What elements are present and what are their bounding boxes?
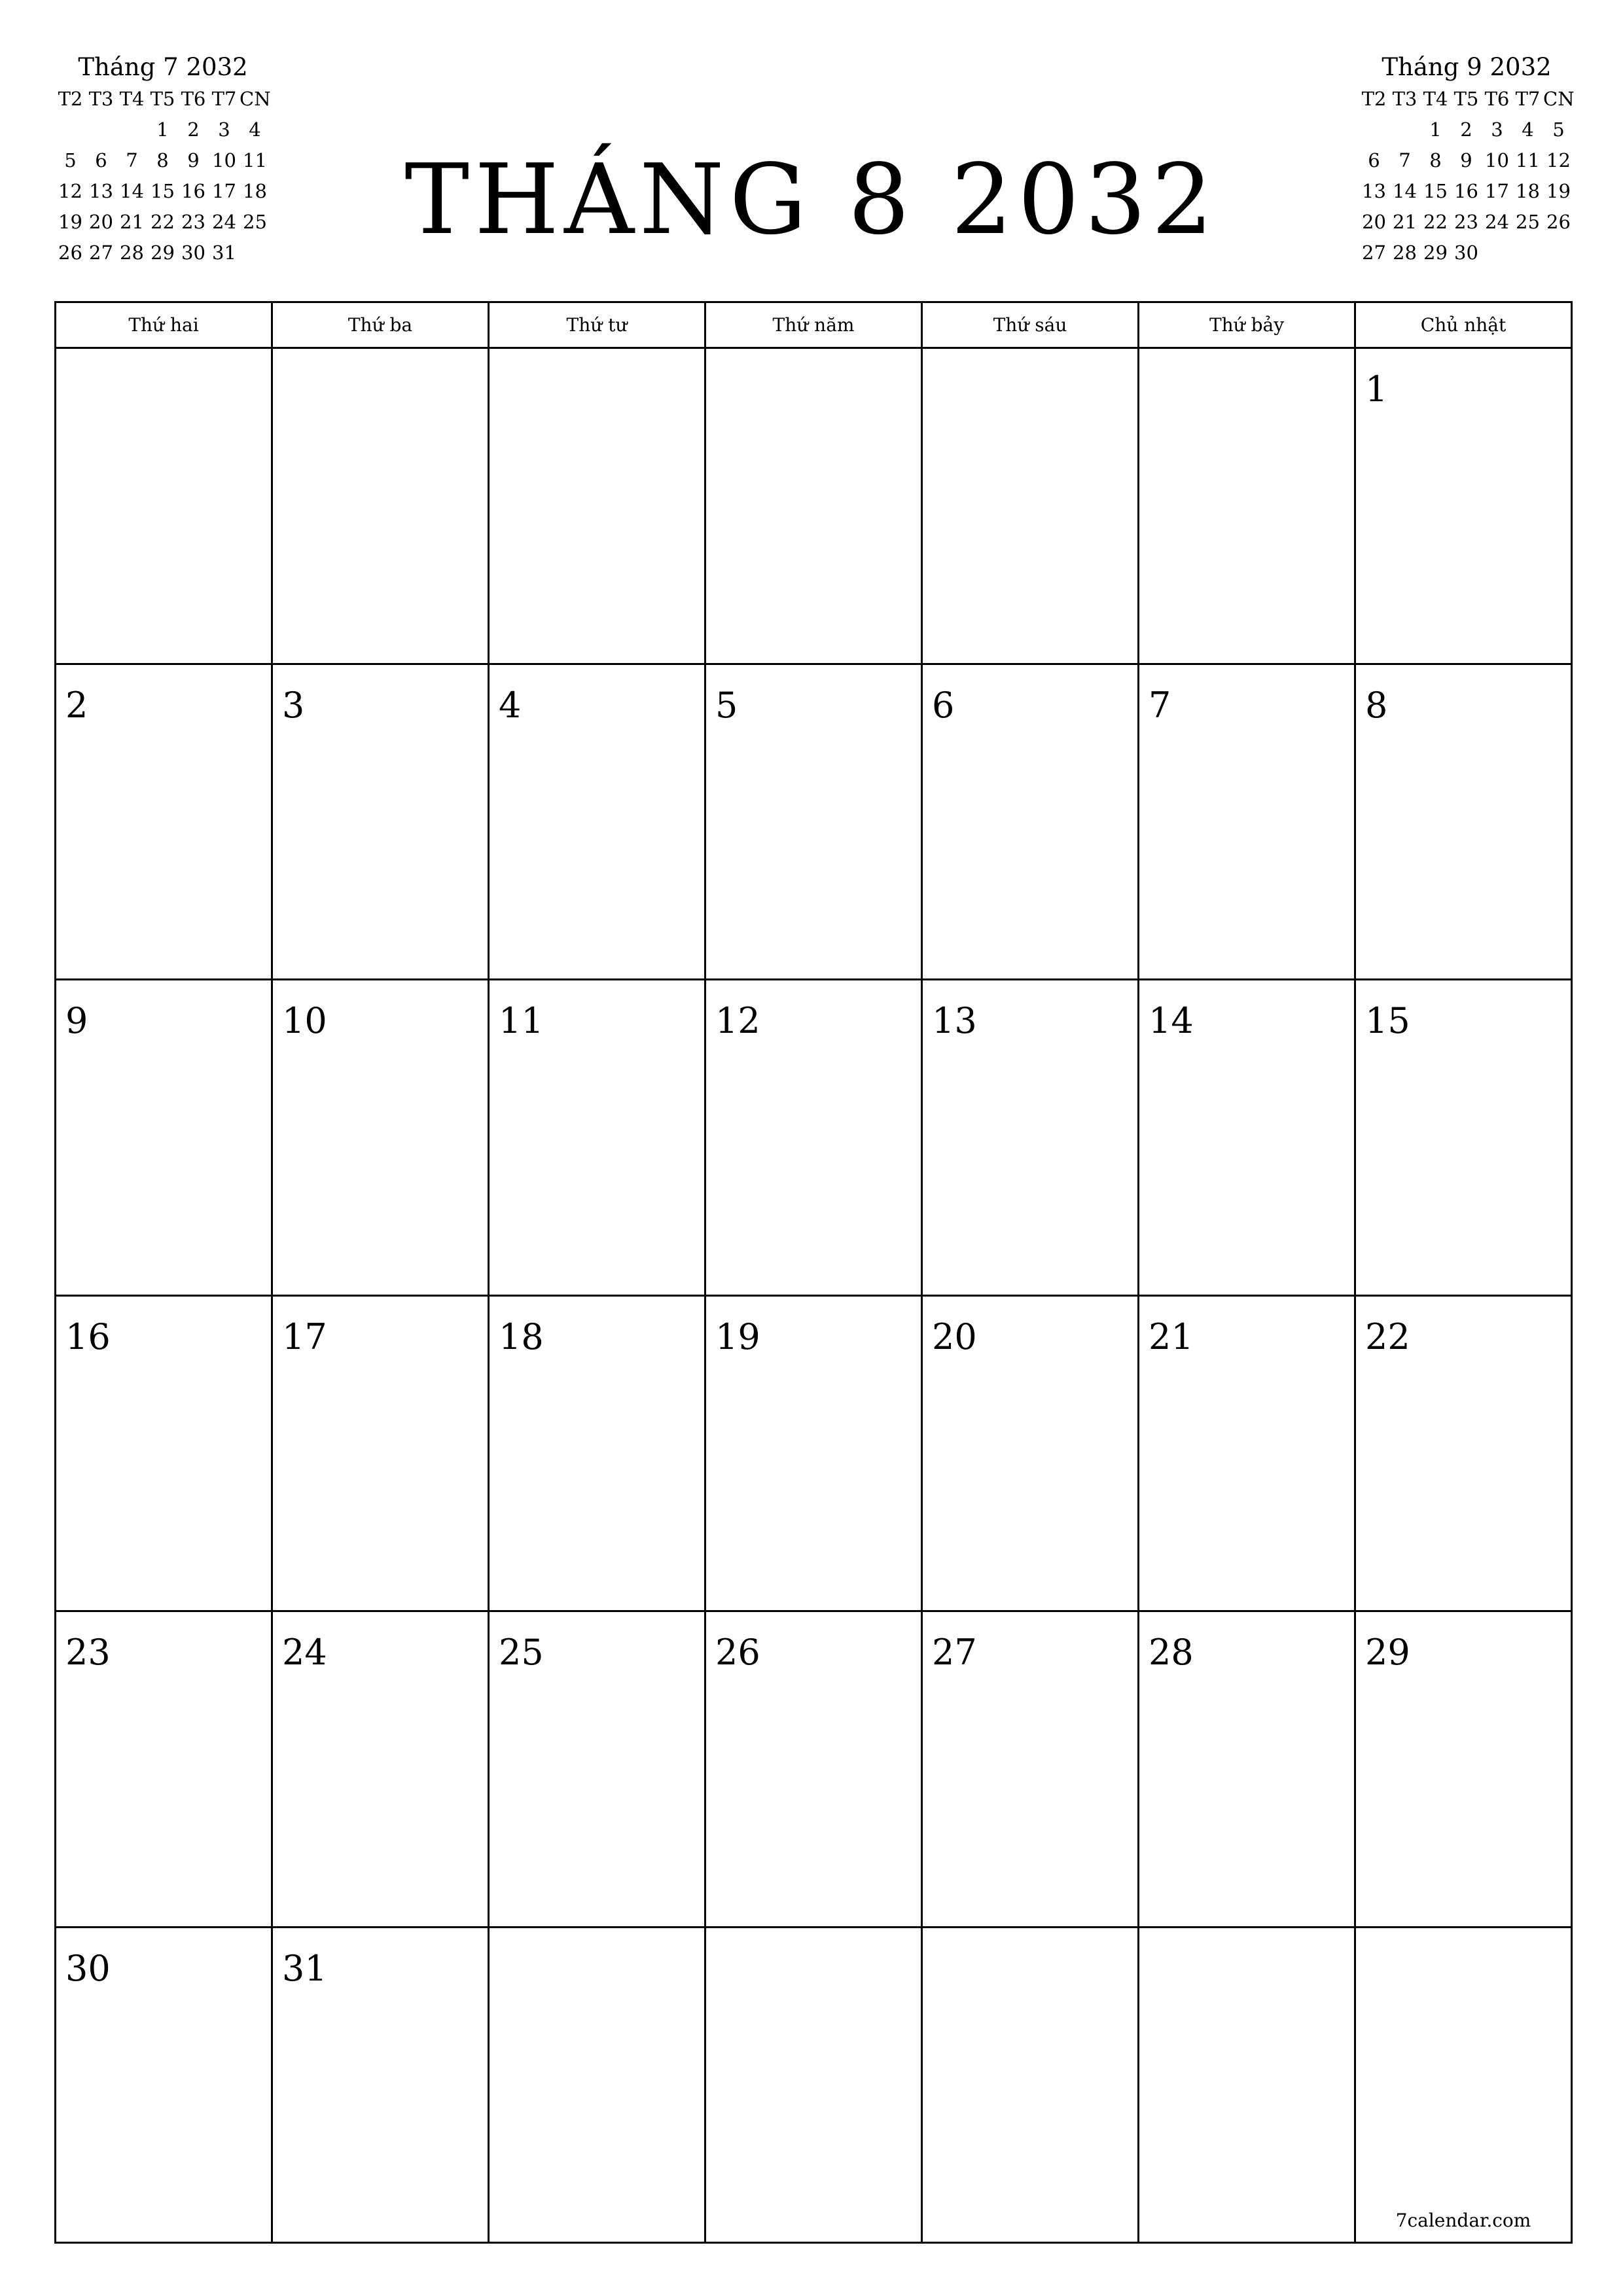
week-row [56, 1610, 1571, 1926]
day-cell [1137, 1928, 1354, 2242]
day-number: 2 [65, 684, 88, 726]
mini-day: 14 [120, 180, 144, 202]
mini-day: 28 [120, 242, 144, 264]
day-cell [56, 980, 271, 1295]
mini-day: 3 [1491, 118, 1503, 141]
mini-weekday: T5 [1454, 88, 1479, 110]
day-number: 25 [499, 1632, 544, 1673]
mini-day: 28 [1393, 242, 1417, 264]
day-cell [921, 1297, 1137, 1611]
day-cell [56, 1928, 271, 2242]
day-cell [488, 980, 704, 1295]
mini-day: 4 [1522, 118, 1534, 141]
mini-weekday: T7 [1515, 88, 1541, 110]
mini-day: 8 [1429, 149, 1442, 171]
day-cell [1137, 1612, 1354, 1926]
next-month-title: Tháng 9 2032 [1382, 53, 1552, 81]
day-number: 27 [932, 1632, 977, 1673]
day-number: 30 [65, 1947, 111, 1989]
next-month-mini-calendar [1359, 51, 1575, 268]
mini-day: 8 [156, 149, 169, 171]
day-cell [704, 665, 921, 979]
mini-day: 16 [181, 180, 205, 202]
mini-day: 7 [126, 149, 138, 171]
day-cell [1137, 980, 1354, 1295]
mini-day: 25 [1516, 211, 1540, 233]
day-cell [921, 1612, 1137, 1926]
mini-day: 19 [1546, 180, 1571, 202]
mini-weekday: T4 [119, 88, 145, 110]
mini-day: 29 [151, 242, 175, 264]
mini-day: 6 [1368, 149, 1380, 171]
mini-day [1512, 238, 1543, 268]
mini-day: 31 [212, 242, 236, 264]
mini-day: 19 [58, 211, 82, 233]
mini-day: 11 [1516, 149, 1540, 171]
day-cell [271, 665, 488, 979]
day-number: 15 [1365, 1000, 1410, 1041]
day-cell [1354, 1612, 1571, 1926]
mini-day: 12 [1546, 149, 1571, 171]
mini-day: 24 [1485, 211, 1509, 233]
mini-day: 14 [1393, 180, 1417, 202]
mini-day: 21 [120, 211, 144, 233]
day-cell [704, 1612, 921, 1926]
mini-day: 5 [64, 149, 77, 171]
mini-day: 22 [1423, 211, 1448, 233]
mini-day: 16 [1454, 180, 1478, 202]
weekday-header-thursday: Thứ năm [704, 303, 921, 347]
mini-day: 2 [187, 118, 200, 141]
mini-day: 18 [243, 180, 267, 202]
day-cell [921, 665, 1137, 979]
day-cell [921, 349, 1137, 663]
week-row [56, 1295, 1571, 1611]
day-number: 7 [1149, 684, 1171, 726]
mini-day: 13 [1362, 180, 1386, 202]
day-cell [488, 1928, 704, 2242]
day-number: 8 [1365, 684, 1388, 726]
mini-weekday: T2 [1361, 88, 1387, 110]
mini-day: 9 [1460, 149, 1472, 171]
day-cell [488, 665, 704, 979]
mini-day: 15 [1423, 180, 1448, 202]
mini-day: 11 [243, 149, 267, 171]
mini-day: 27 [89, 242, 113, 264]
mini-day: 18 [1516, 180, 1540, 202]
day-cell [271, 1928, 488, 2242]
mini-day: 30 [181, 242, 205, 264]
day-cell [271, 980, 488, 1295]
mini-day: 26 [58, 242, 82, 264]
day-number: 23 [65, 1632, 111, 1673]
day-cell [704, 349, 921, 663]
day-cell [271, 349, 488, 663]
mini-weekday: T3 [1392, 88, 1418, 110]
day-number: 13 [932, 1000, 977, 1041]
day-cell [271, 1297, 488, 1611]
day-cell [488, 349, 704, 663]
mini-day: 17 [1485, 180, 1509, 202]
day-cell [56, 1297, 271, 1611]
day-number: 11 [499, 1000, 544, 1041]
month-calendar-grid [54, 301, 1573, 2244]
mini-day: 12 [58, 180, 82, 202]
day-cell [56, 1612, 271, 1926]
mini-weekday: T6 [181, 88, 206, 110]
day-number: 4 [499, 684, 522, 726]
week-row [56, 349, 1571, 663]
mini-day: 13 [89, 180, 113, 202]
day-cell [1137, 665, 1354, 979]
day-number: 29 [1365, 1632, 1410, 1673]
day-number: 22 [1365, 1316, 1410, 1357]
day-number: 20 [932, 1316, 977, 1357]
day-number: 21 [1149, 1316, 1194, 1357]
weekday-header-saturday: Thứ bảy [1137, 303, 1354, 347]
day-number: 6 [932, 684, 955, 726]
day-number: 12 [715, 1000, 760, 1041]
previous-month-title: Tháng 7 2032 [78, 53, 248, 81]
mini-weekday: T6 [1484, 88, 1510, 110]
mini-weekday: T5 [150, 88, 175, 110]
day-cell [1354, 1297, 1571, 1611]
mini-weekday: T7 [211, 88, 237, 110]
day-number: 31 [282, 1947, 327, 1989]
mini-weekday: CN [1543, 88, 1575, 110]
day-cell [704, 1297, 921, 1611]
day-number: 14 [1149, 1000, 1194, 1041]
mini-day: 4 [249, 118, 261, 141]
mini-day: 30 [1454, 242, 1478, 264]
mini-day: 25 [243, 211, 267, 233]
mini-day: 5 [1552, 118, 1565, 141]
mini-day: 3 [218, 118, 230, 141]
mini-day: 15 [151, 180, 175, 202]
mini-day: 9 [187, 149, 200, 171]
mini-day: 7 [1399, 149, 1411, 171]
day-cell [704, 1928, 921, 2242]
mini-day: 20 [1362, 211, 1386, 233]
day-number: 24 [282, 1632, 327, 1673]
day-number: 19 [715, 1316, 760, 1357]
day-cell [488, 1612, 704, 1926]
next-month-grid [1359, 84, 1575, 268]
mini-day: 1 [1429, 118, 1442, 141]
day-number: 28 [1149, 1632, 1194, 1673]
day-cell [921, 1928, 1137, 2242]
day-cell [704, 980, 921, 1295]
mini-day: 10 [212, 149, 236, 171]
day-cell [1137, 349, 1354, 663]
day-number: 18 [499, 1316, 544, 1357]
mini-day: 23 [1454, 211, 1478, 233]
mini-day: 23 [181, 211, 205, 233]
mini-weekday: T4 [1423, 88, 1448, 110]
day-cell [488, 1297, 704, 1611]
mini-day: 17 [212, 180, 236, 202]
weekday-header-wednesday: Thứ tư [488, 303, 704, 347]
day-cell [921, 980, 1137, 1295]
mini-day: 10 [1485, 149, 1509, 171]
mini-day [1389, 115, 1420, 145]
day-number: 5 [715, 684, 738, 726]
day-cell [271, 1612, 488, 1926]
mini-weekday: T3 [88, 88, 114, 110]
footer-credit: 7calendar.com [1395, 2210, 1531, 2231]
mini-day: 26 [1546, 211, 1571, 233]
mini-day: 1 [156, 118, 169, 141]
mini-day [1543, 238, 1574, 268]
page-title: THÁNG 8 2032 [404, 143, 1219, 256]
day-cell [1354, 665, 1571, 979]
day-number: 10 [282, 1000, 327, 1041]
mini-day [1359, 115, 1389, 145]
mini-day: 21 [1393, 211, 1417, 233]
week-row [56, 663, 1571, 979]
mini-day: 2 [1460, 118, 1472, 141]
mini-day: 20 [89, 211, 113, 233]
day-number: 3 [282, 684, 305, 726]
day-number: 9 [65, 1000, 88, 1041]
day-number: 1 [1365, 368, 1388, 410]
day-cell [1354, 1928, 1571, 2242]
mini-weekday: T2 [58, 88, 83, 110]
mini-weekday: CN [240, 88, 271, 110]
mini-day: 6 [95, 149, 107, 171]
day-cell [1354, 980, 1571, 1295]
weekday-header-row [56, 303, 1571, 349]
day-number: 16 [65, 1316, 111, 1357]
day-cell [56, 665, 271, 979]
mini-day: 29 [1423, 242, 1448, 264]
day-number: 17 [282, 1316, 327, 1357]
day-cell [1354, 349, 1571, 663]
weekday-header-monday: Thứ hai [128, 314, 199, 336]
weekday-header-friday: Thứ sáu [921, 303, 1137, 347]
mini-day: 22 [151, 211, 175, 233]
mini-day [1482, 238, 1512, 268]
week-row [56, 978, 1571, 1295]
day-cell [56, 349, 271, 663]
day-number: 26 [715, 1632, 760, 1673]
day-cell [1137, 1297, 1354, 1611]
mini-day: 24 [212, 211, 236, 233]
mini-day: 27 [1362, 242, 1386, 264]
weekday-header-tuesday: Thứ ba [271, 303, 488, 347]
week-row [56, 1926, 1571, 2242]
weekday-header-sunday: Chủ nhật [1354, 303, 1571, 347]
